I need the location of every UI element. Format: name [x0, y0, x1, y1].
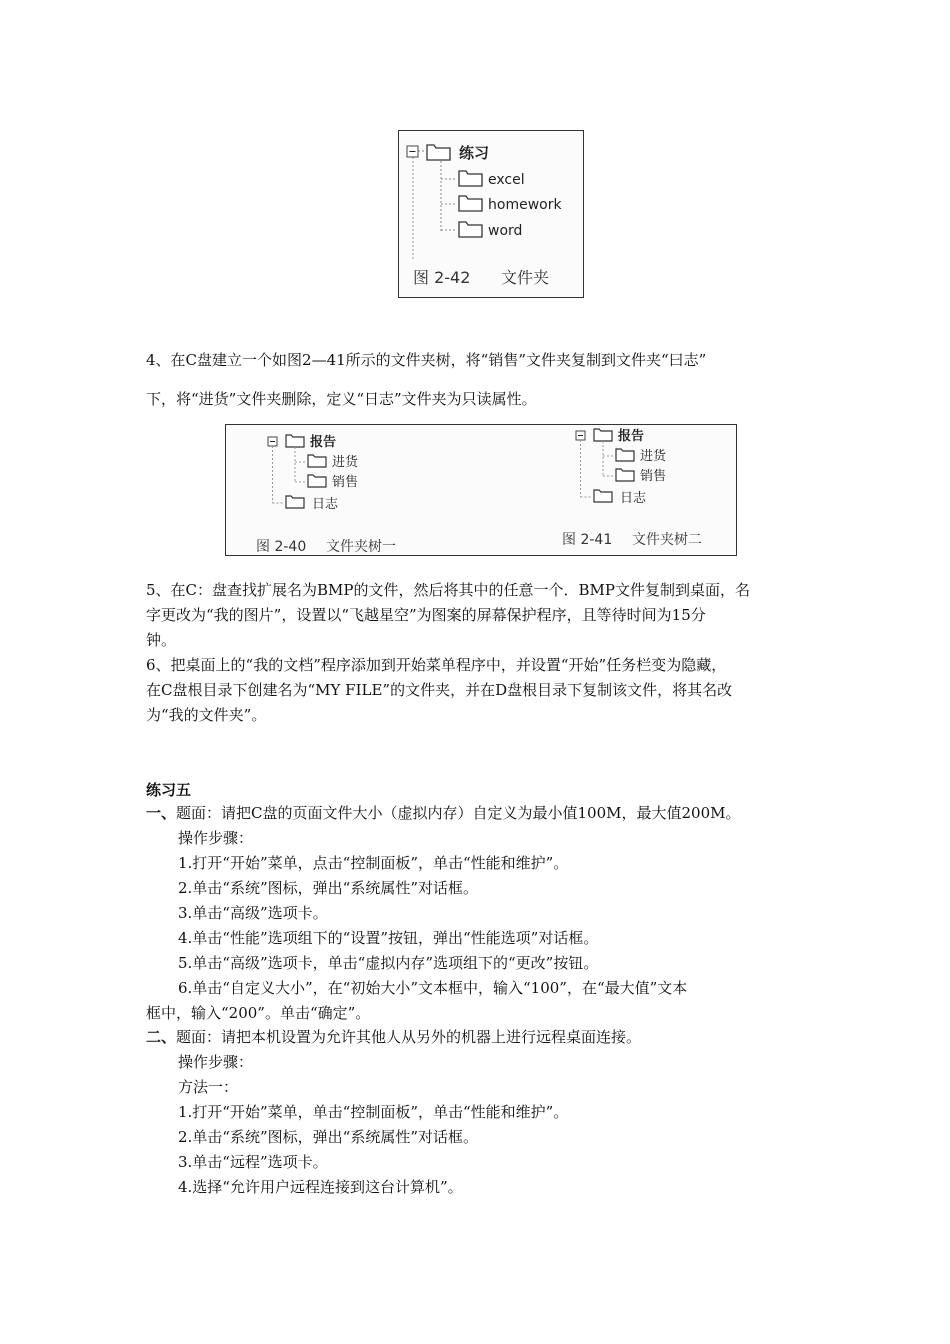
figure-caption-number: 图 2-42 [413, 268, 471, 287]
tree-child-label: word [488, 223, 523, 239]
folder-trees-figure [226, 425, 735, 554]
part1-number: 一、 [146, 804, 177, 822]
part2-step: 2.单击“系统”图标，弹出“系统属性”对话框。 [178, 1128, 478, 1146]
folder-icon [459, 222, 482, 237]
folder-icon [616, 449, 634, 461]
part2-step: 3.单击“远程”选项卡。 [178, 1153, 328, 1171]
part1-step: 2.单击“系统”图标，弹出“系统属性”对话框。 [178, 879, 478, 897]
folder-icon [459, 196, 482, 211]
tree-child-label: excel [488, 172, 525, 188]
figure-caption-text: 文件夹 [501, 268, 550, 287]
q6-line-2: 在C盘根目录下创建名为“MY FILE”的文件夹，并在D盘根目录下复制该文件，将其名改 [146, 681, 733, 699]
figure-2-42 [398, 130, 584, 298]
part2-method: 方法一： [178, 1078, 239, 1096]
tree-root-label: 报告 [310, 435, 337, 450]
part2-steps-label: 操作步骤： [178, 1053, 254, 1071]
section-title: 练习五 [146, 781, 192, 799]
folder-tree-left [256, 434, 396, 554]
folder-tree-right [562, 428, 702, 548]
figure-caption-text: 文件夹树二 [632, 532, 702, 548]
folder-icon [427, 145, 450, 160]
figure-caption-number: 图 2-41 [562, 532, 613, 548]
q5-line-3: 钟。 [146, 631, 177, 649]
tree-child-label: 销售 [640, 469, 667, 484]
part1-text: 题面：请把C盘的页面文件大小（虚拟内存）自定义为最小值100M，最大值200M。 [176, 804, 741, 822]
tree-child-label: homework [488, 197, 562, 213]
folder-tree-figure [399, 131, 582, 296]
folder-icon [308, 455, 326, 467]
part1-step: 5.单击“高级”选项卡，单击“虚拟内存”选项组下的“更改”按钮。 [178, 954, 599, 972]
folder-icon [286, 435, 304, 447]
folder-icon [594, 429, 612, 441]
q4-line-1: 4、在C盘建立一个如图2—41所示的文件夹树，将“销售”文件夹复制到文件夹“曰志” [146, 351, 707, 369]
tree-root-label: 报告 [618, 429, 645, 444]
part1-question [146, 803, 740, 823]
part1-steps-label: 操作步骤： [178, 829, 254, 847]
q6-line-1: 6、把桌面上的“我的文档”程序添加到开始菜单程序中，并设置“开始”任务栏变为隐藏， [146, 656, 727, 674]
part2-number: 二、 [146, 1028, 177, 1046]
part1-step-continuation: 框中，输入“200”。单击“确定”。 [146, 1004, 371, 1022]
tree-sibling-label: 日志 [620, 491, 647, 506]
part2-step: 1.打开“开始”菜单，单击“控制面板”，单击“性能和维护”。 [178, 1103, 569, 1121]
folder-icon [594, 490, 612, 502]
tree-child-label: 进货 [332, 455, 359, 470]
part2-question [146, 1027, 641, 1047]
q6-line-3: 为“我的文件夹”。 [146, 706, 267, 724]
figure-2-40-2-41 [225, 424, 737, 556]
folder-icon [308, 475, 326, 487]
q5-line-1: 5、在C：盘查找扩展名为BMP的文件，然后将其中的任意一个．BMP文件复制到桌面，名 [146, 581, 750, 599]
folder-icon [286, 496, 304, 508]
tree-child-label: 进货 [640, 449, 667, 464]
part1-step: 6.单击“自定义大小”，在“初始大小”文本框中，输入“100”，在“最大值”文本 [178, 979, 688, 997]
tree-child-label: 销售 [332, 475, 359, 490]
part1-step: 3.单击“高级”选项卡。 [178, 904, 328, 922]
part2-text: 题面：请把本机设置为允许其他人从另外的机器上进行远程桌面连接。 [176, 1028, 642, 1046]
part1-step: 1.打开“开始”菜单，点击“控制面板”，单击“性能和维护”。 [178, 854, 569, 872]
figure-caption-number: 图 2-40 [256, 539, 307, 554]
tree-sibling-label: 日志 [312, 497, 339, 512]
folder-icon [616, 469, 634, 481]
figure-caption-text: 文件夹树一 [326, 539, 396, 554]
q5-line-2: 字更改为“我的图片”，设置以“飞越星空”为图案的屏幕保护程序，且等待时间为15分 [146, 606, 706, 624]
part2-step: 4.选择“允许用户远程连接到这台计算机”。 [178, 1178, 463, 1196]
collapse-icon [407, 146, 418, 157]
folder-icon [459, 171, 482, 186]
q4-line-2: 下，将“进货”文件夹删除，定义“日志”文件夹为只读属性。 [146, 390, 537, 408]
tree-root-label: 练习 [459, 144, 490, 162]
part1-step: 4.单击“性能”选项组下的“设置”按钮，弹出“性能选项”对话框。 [178, 929, 599, 947]
